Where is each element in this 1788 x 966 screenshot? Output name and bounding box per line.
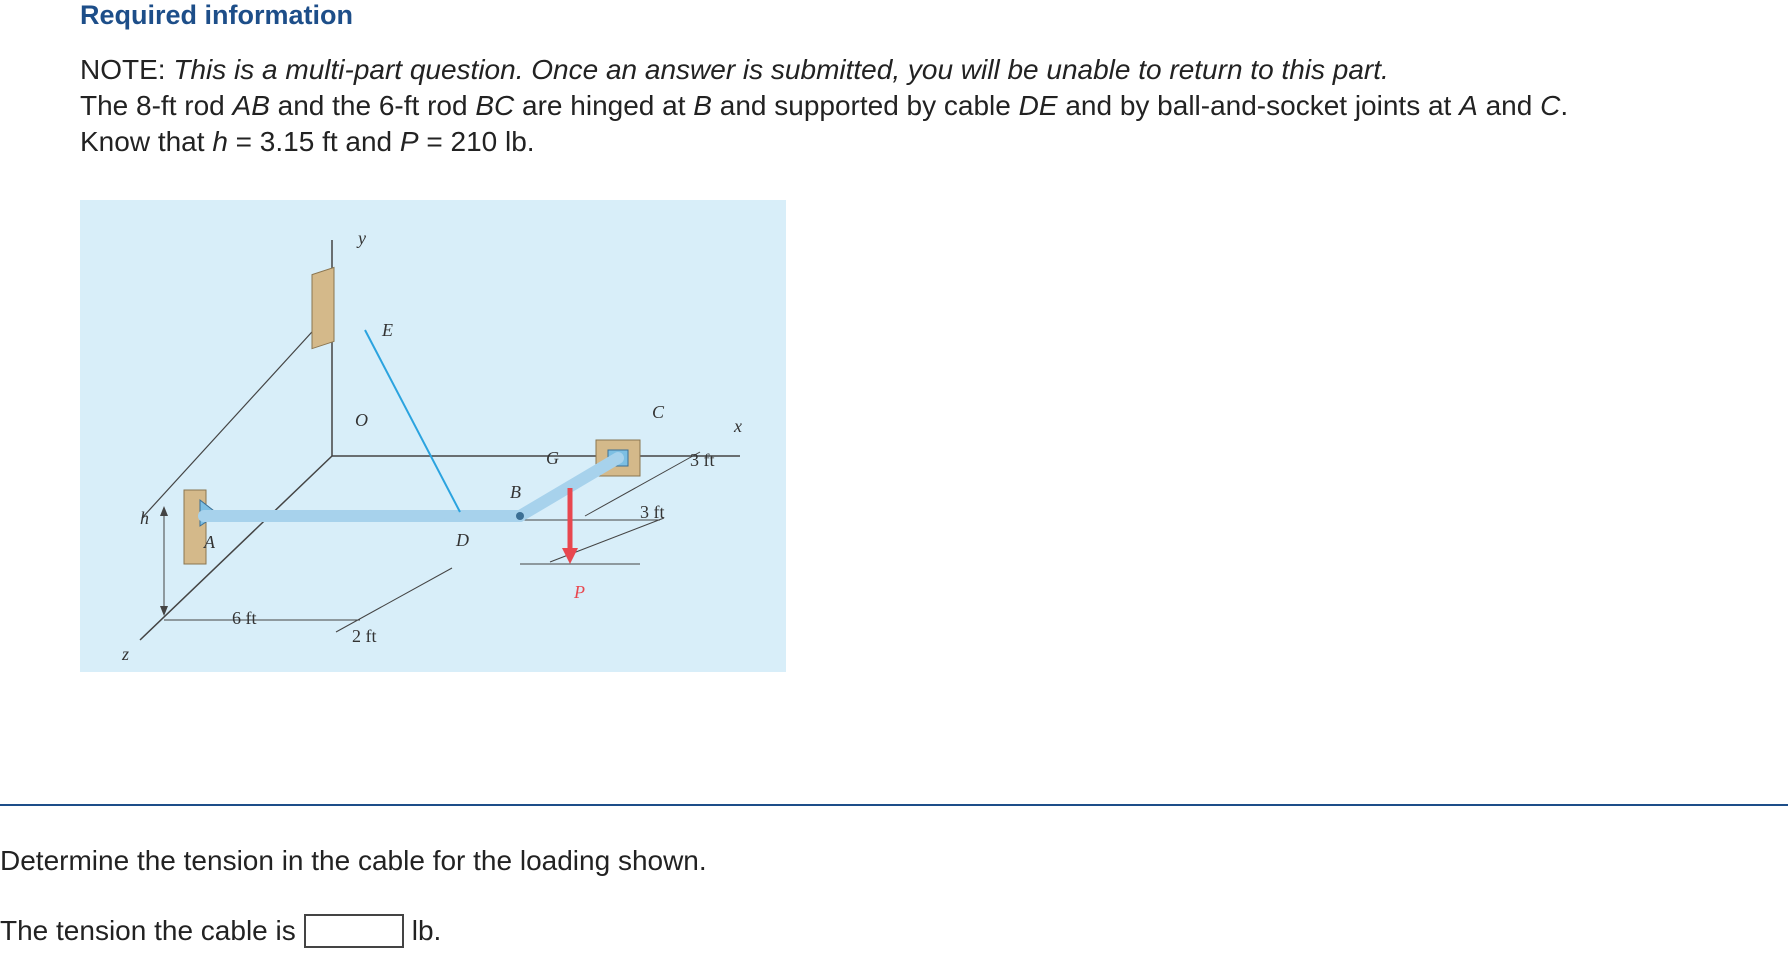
- label-g: G: [546, 448, 559, 468]
- dim-2ft: 2 ft: [352, 626, 377, 646]
- label-c: C: [652, 402, 665, 422]
- known-values: Know that h = 3.15 ft and P = 210 lb.: [80, 126, 535, 157]
- label-p: P: [574, 582, 585, 602]
- label-z: z: [122, 644, 130, 664]
- cable-de: [365, 330, 460, 512]
- tension-answer-input[interactable]: [304, 914, 404, 948]
- rod-cable-figure: [80, 200, 786, 672]
- note-line: NOTE: This is a multi-part question. Once an answer is submitted, you will be unable to return to this part.: [80, 54, 1389, 85]
- label-o: O: [355, 410, 368, 430]
- label-e: E: [382, 320, 393, 340]
- figure-svg: [80, 200, 786, 672]
- hinge-b: [516, 512, 524, 520]
- two-ft-dimension-line: [336, 568, 452, 632]
- note-italic: This is a multi-part question. Once an answer is submitted, you will be unable to return to this part.: [173, 54, 1389, 85]
- h-reference-line: [142, 310, 332, 518]
- label-d: D: [456, 530, 469, 550]
- label-y: y: [358, 228, 366, 248]
- section-divider: [0, 804, 1788, 806]
- dim-3ft-b: 3 ft: [640, 502, 665, 522]
- required-information-title: Required information: [80, 0, 354, 30]
- answer-unit: lb.: [411, 915, 442, 946]
- label-x: x: [734, 416, 742, 436]
- wall-support-a: [184, 490, 206, 564]
- label-h: h: [140, 508, 149, 528]
- label-b: B: [510, 482, 521, 502]
- answer-prefix: The tension the cable is: [0, 915, 296, 946]
- problem-statement: [80, 52, 1780, 160]
- question-text: Determine the tension in the cable for the loading shown.: [0, 845, 707, 876]
- answer-row: [0, 914, 441, 948]
- wall-support-e: [312, 267, 334, 348]
- label-a: A: [204, 532, 215, 552]
- problem-body: The 8-ft rod AB and the 6-ft rod BC are hinged at B and supported by cable DE and by ball-and-socket joints at A and C.: [80, 90, 1569, 121]
- dim-3ft-a: 3 ft: [690, 450, 715, 470]
- dim-6ft: 6 ft: [232, 608, 257, 628]
- h-arrow-top: [160, 506, 168, 516]
